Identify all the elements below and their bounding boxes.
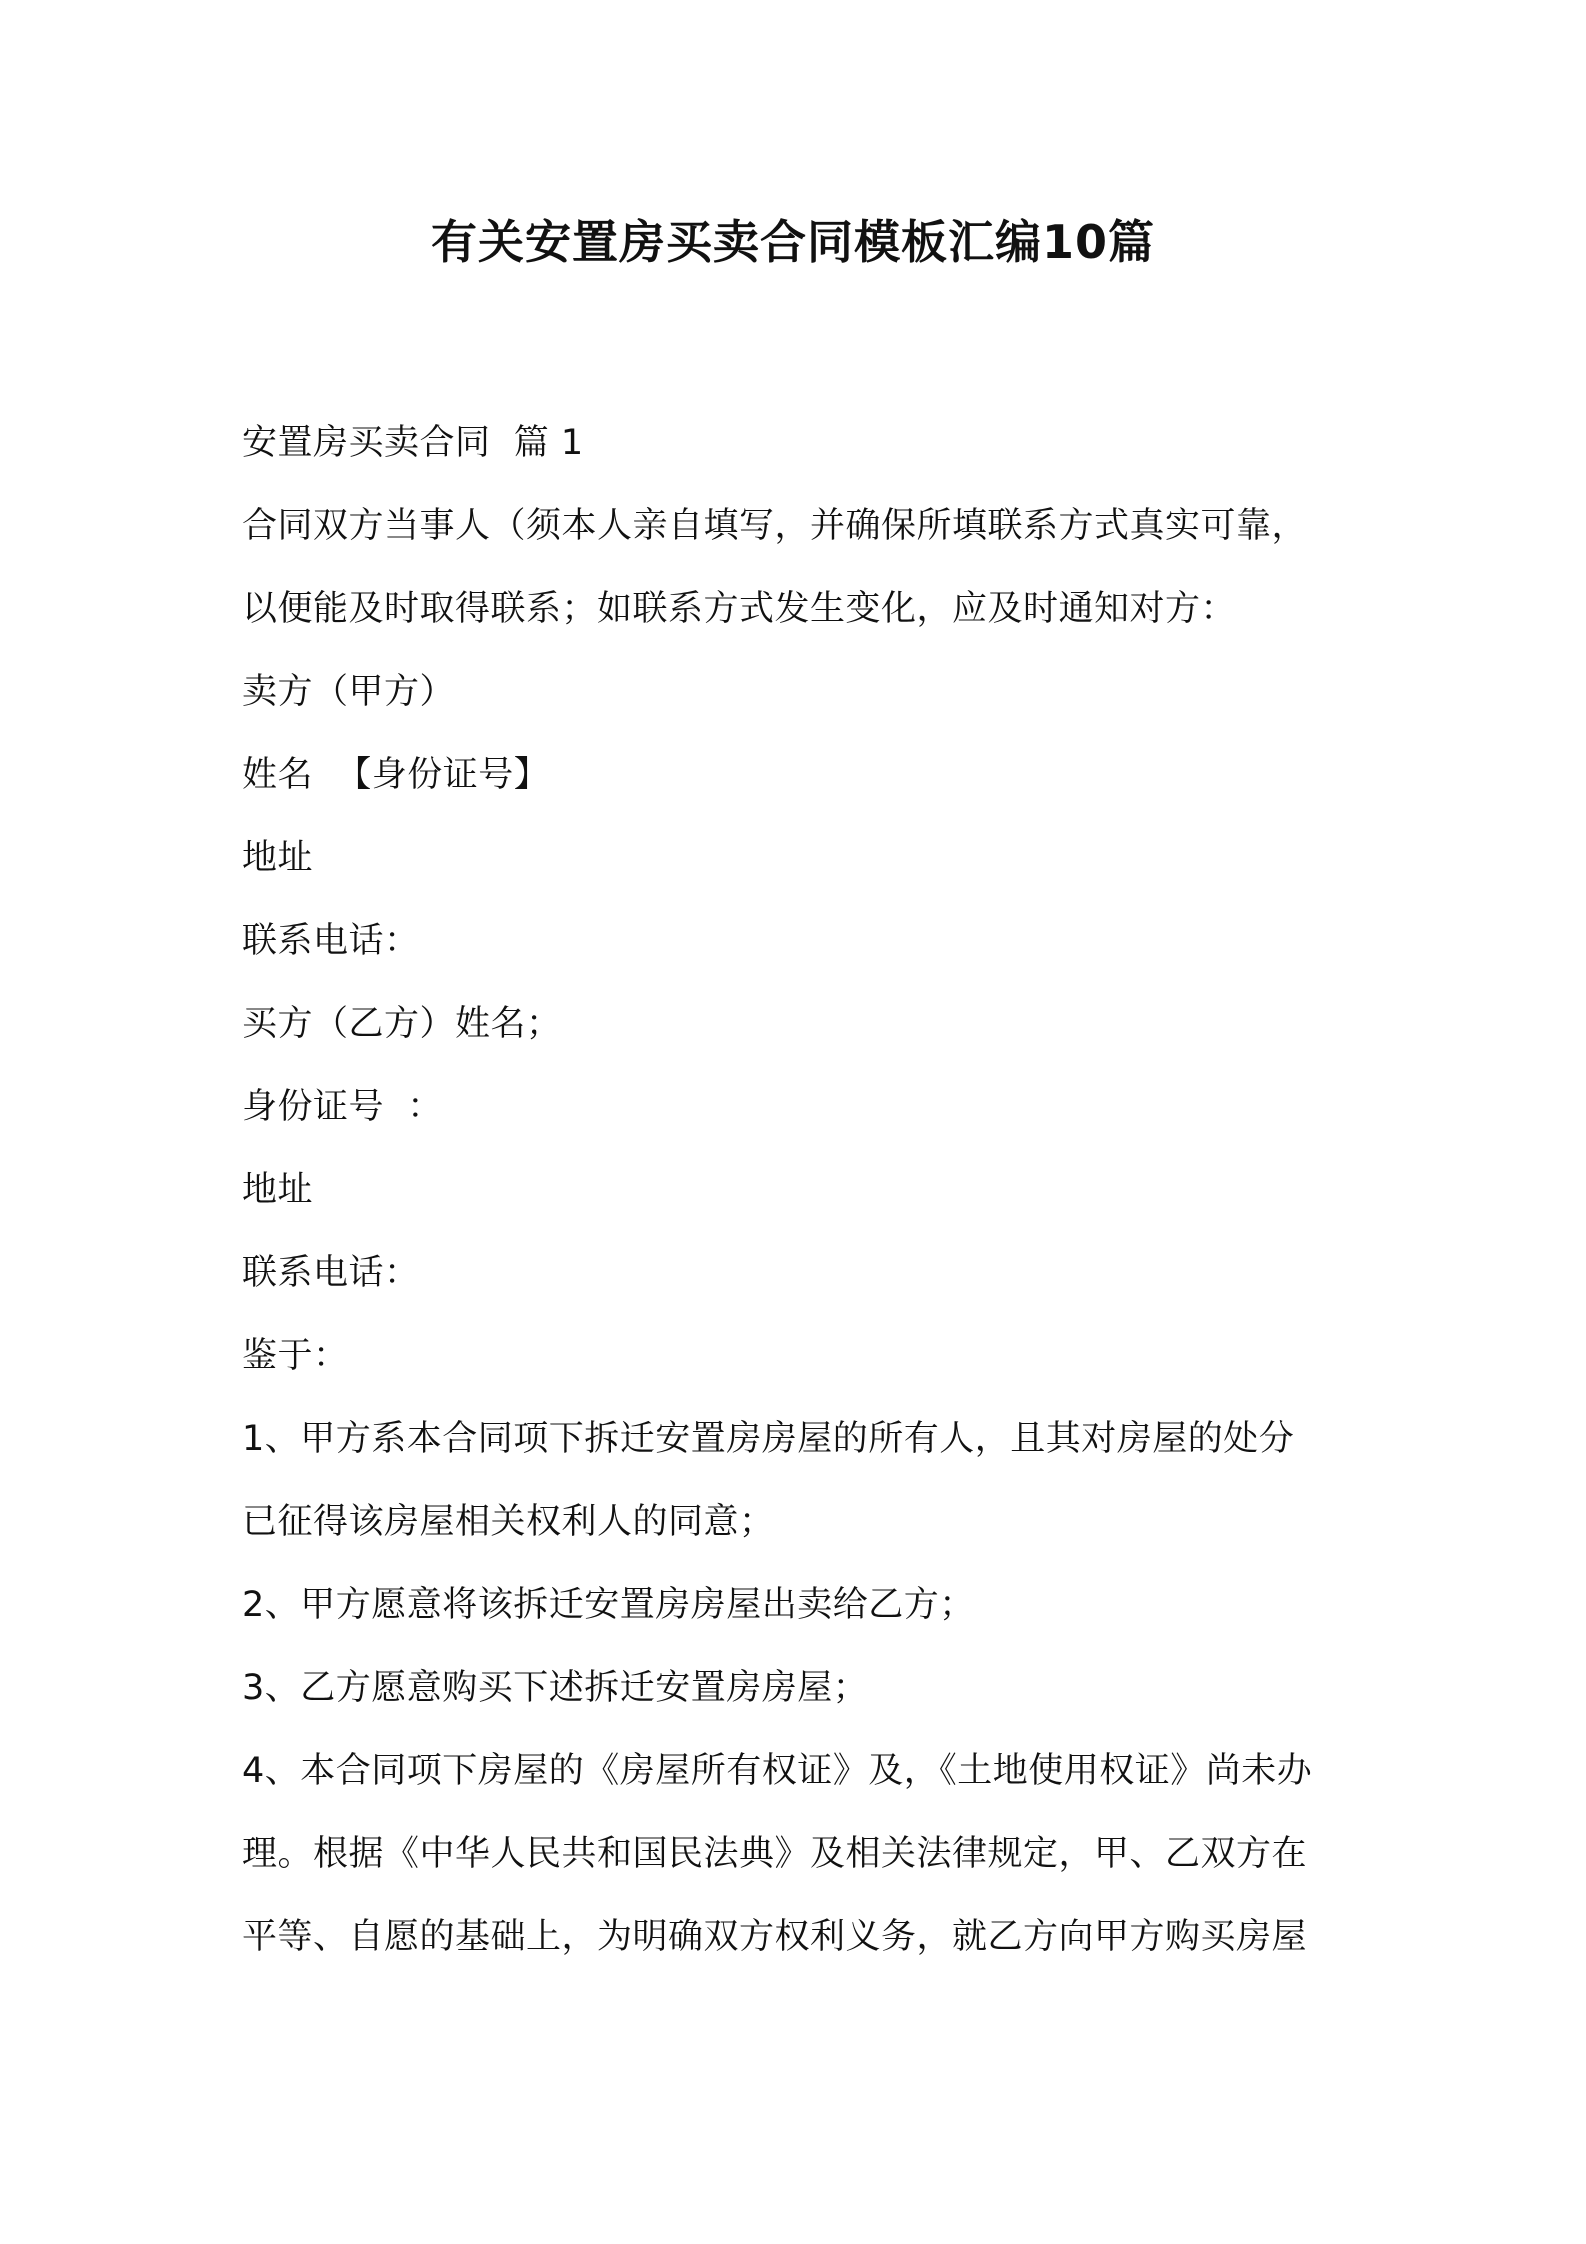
body-line: 理。根据《中华人民共和国民法典》及相关法律规定，甲、乙双方在	[242, 1834, 1308, 1874]
body-line: 以便能及时取得联系；如联系方式发生变化，应及时通知对方：	[242, 589, 1237, 629]
body-line: 联系电话：	[242, 921, 420, 961]
document-title: 有关安置房买卖合同模板汇编10篇	[430, 215, 1155, 269]
body-line: 姓名 【身份证号】	[242, 755, 550, 795]
body-line: 1、甲方系本合同项下拆迁安置房房屋的所有人，且其对房屋的处分	[242, 1419, 1295, 1459]
body-line: 鉴于：	[242, 1336, 349, 1376]
body-line: 地址	[242, 1170, 314, 1210]
body-line: 4、本合同项下房屋的《房屋所有权证》及，《土地使用权证》尚未办	[242, 1751, 1313, 1791]
body-line: 已征得该房屋相关权利人的同意；	[242, 1502, 775, 1542]
body-line: 买方（乙方）姓名；	[242, 1004, 562, 1044]
body-line: 卖方（甲方）	[242, 672, 456, 712]
body-line: 2、甲方愿意将该拆迁安置房房屋出卖给乙方；	[242, 1585, 975, 1625]
section-heading: 安置房买卖合同 篇 1	[242, 423, 584, 463]
body-line: 平等、自愿的基础上，为明确双方权利义务，就乙方向甲方购买房屋	[242, 1917, 1308, 1957]
body-line: 合同双方当事人（须本人亲自填写，并确保所填联系方式真实可靠，	[242, 506, 1308, 546]
body-line: 身份证号 ：	[242, 1087, 443, 1127]
body-line: 联系电话：	[242, 1253, 420, 1293]
body-line: 地址	[242, 838, 314, 878]
document-body	[242, 402, 1362, 1979]
body-line: 3、乙方愿意购买下述拆迁安置房房屋；	[242, 1668, 869, 1708]
